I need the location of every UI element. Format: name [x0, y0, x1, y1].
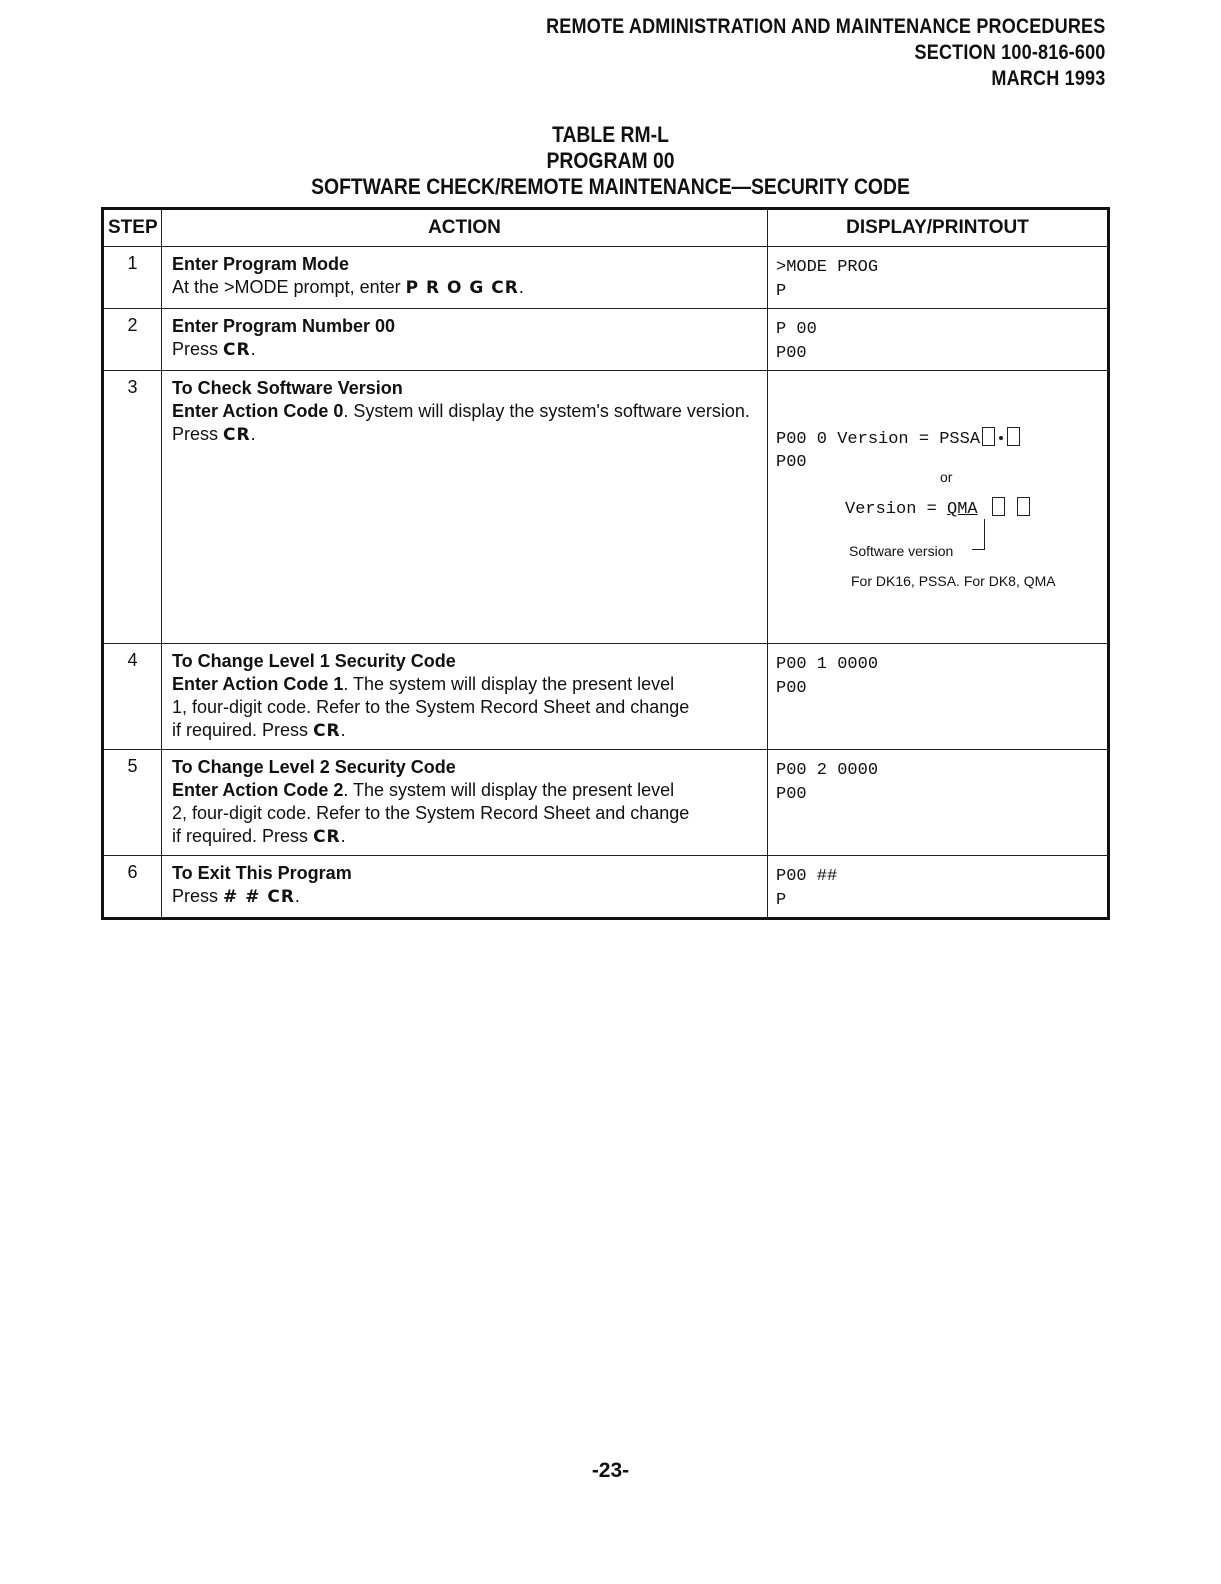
action-text-end: .: [294, 886, 300, 906]
step-number: 6: [103, 856, 162, 919]
action-cell: [162, 856, 768, 919]
program-id: PROGRAM 00: [546, 148, 675, 173]
action-text-lead: At the >MODE prompt, enter: [172, 277, 406, 297]
action-text-lead: Press: [172, 424, 224, 444]
step-number: 2: [103, 309, 162, 371]
action-text-end: .: [340, 826, 346, 846]
display-printout: [768, 371, 1109, 644]
version-prefix: QMA: [947, 500, 978, 519]
digit-placeholder-icon: [1017, 497, 1030, 516]
table-row: [103, 309, 1109, 371]
action-cell: [162, 309, 768, 371]
document-header: [546, 14, 1105, 92]
action-text-body: . The system will display the present level 1, four-digit code. Refer to the System Record Sheet and change if required. Press: [172, 674, 690, 740]
table-title-block: [0, 122, 1221, 200]
action-text-lead: Press: [172, 886, 224, 906]
table-header-row: [103, 209, 1109, 247]
column-header-step: STEP: [103, 209, 162, 247]
page-number: -23-: [591, 1459, 630, 1482]
action-cell: [162, 371, 768, 644]
table-row: [103, 856, 1109, 919]
column-header-action: ACTION: [162, 209, 768, 247]
table-row: [103, 247, 1109, 309]
or-separator: or: [940, 469, 953, 485]
action-text: [172, 673, 692, 743]
digit-placeholder-icon: [982, 427, 995, 446]
action-title: Enter Program Mode: [172, 254, 350, 274]
display-version-block: [768, 419, 1107, 595]
action-press: [172, 423, 757, 447]
header-date: MARCH 1993: [990, 67, 1105, 90]
display-version-text: P00 0 Version = PSSA: [776, 430, 981, 449]
action-cell: [162, 247, 768, 309]
key-sequence: # # CR: [223, 887, 295, 907]
table-row: [103, 371, 1109, 644]
step-number: 3: [103, 371, 162, 644]
key-sequence: CR: [313, 721, 341, 741]
action-text-end: .: [340, 720, 346, 740]
action-text-end: .: [250, 424, 256, 444]
action-text-end: .: [250, 339, 256, 359]
step-number: 5: [103, 750, 162, 856]
step-number: 4: [103, 644, 162, 750]
action-code-label: Enter Action Code 1: [172, 674, 344, 694]
software-version-note: Software version: [849, 543, 954, 559]
key-sequence: CR: [223, 340, 251, 360]
procedure-table: [101, 207, 1110, 920]
digit-placeholder-icon: [1007, 427, 1020, 446]
callout-bracket-icon: [972, 519, 985, 550]
action-text-end: .: [518, 277, 524, 297]
action-cell: [162, 750, 768, 856]
header-section: SECTION 100-816-600: [914, 41, 1105, 64]
display-line: [776, 427, 1022, 452]
action-code-label: Enter Action Code 2: [172, 780, 344, 800]
action-title: To Change Level 2 Security Code: [172, 757, 456, 777]
display-printout: P00 1 0000 P00: [768, 644, 1109, 750]
display-printout: P 00 P00: [768, 309, 1109, 371]
header-title: REMOTE ADMINISTRATION AND MAINTENANCE PROCEDURES: [545, 15, 1105, 38]
key-sequence: CR: [313, 827, 341, 847]
display-printout: P00 ## P: [768, 856, 1109, 919]
action-cell: [162, 644, 768, 750]
action-text: [172, 779, 692, 849]
action-text-lead: Press: [172, 339, 224, 359]
display-line: P00: [776, 453, 807, 472]
action-text: [172, 885, 757, 909]
digit-placeholder-icon: [992, 497, 1005, 516]
action-title: Enter Program Number 00: [172, 316, 396, 336]
table-row: [103, 750, 1109, 856]
display-printout: P00 2 0000 P00: [768, 750, 1109, 856]
display-printout: >MODE PROG P: [768, 247, 1109, 309]
key-sequence: CR: [223, 425, 251, 445]
step-number: 1: [103, 247, 162, 309]
action-code-label: Enter Action Code 0: [172, 401, 344, 421]
column-header-display: DISPLAY/PRINTOUT: [768, 209, 1109, 247]
display-version-text: Version =: [845, 500, 948, 519]
action-text-body: . System will display the system's software version.: [343, 401, 750, 421]
action-title: To Exit This Program: [172, 863, 352, 883]
display-line: [845, 497, 1032, 522]
table-caption: SOFTWARE CHECK/REMOTE MAINTENANCE—SECURITY CODE: [311, 174, 910, 199]
key-sequence: P R O G CR: [405, 278, 519, 298]
table-id: TABLE RM-L: [552, 122, 669, 147]
action-title: To Change Level 1 Security Code: [172, 651, 456, 671]
action-text-body: . The system will display the present level 2, four-digit code. Refer to the System Record Sheet and change if required. Press: [172, 780, 690, 846]
decimal-dot-icon: [999, 436, 1003, 440]
action-title: To Check Software Version: [172, 378, 403, 398]
action-text: [172, 400, 757, 423]
action-text: [172, 276, 757, 300]
model-note: For DK16, PSSA. For DK8, QMA: [851, 573, 1056, 589]
table-row: [103, 644, 1109, 750]
action-text: [172, 338, 757, 362]
